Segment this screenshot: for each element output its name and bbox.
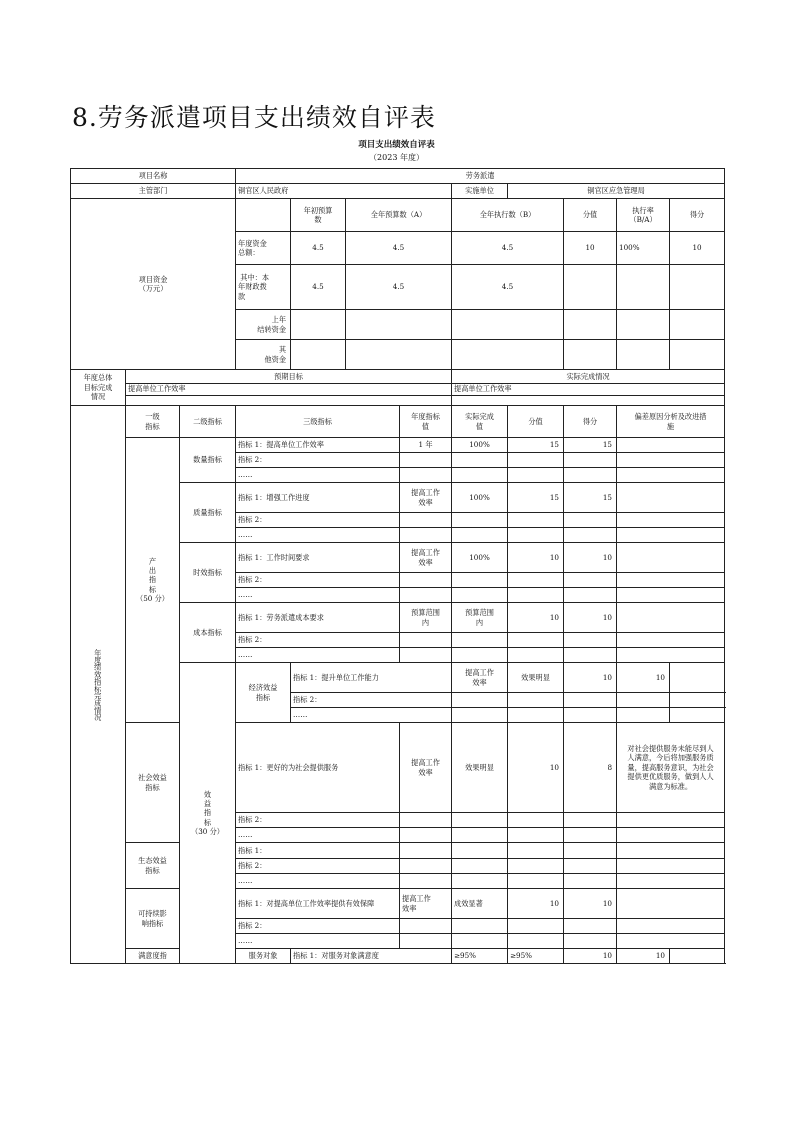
- blank-cell: [452, 693, 508, 708]
- blank-cell: [670, 708, 725, 723]
- blank-cell: [564, 919, 617, 934]
- funds-cell: 4.5: [291, 265, 346, 310]
- indicator-actual: 100%: [452, 543, 508, 573]
- blank-cell: [400, 468, 452, 483]
- indicator-actual: 效果明显: [452, 723, 508, 813]
- blank-cell: [400, 453, 452, 468]
- indicator-target: 提高工作 效率: [400, 543, 452, 573]
- blank-cell: [508, 573, 564, 588]
- blank-cell: [452, 859, 508, 874]
- blank-cell: [670, 310, 725, 340]
- blank-cell: [452, 919, 508, 934]
- indicator-score: 15: [564, 438, 617, 453]
- blank-cell: [400, 633, 452, 648]
- deviation-note: 对社会提供服务未能尽到人人满意，今后将加强服务质量，提高服务意识，为社会提供更优质服务，做到人人满意为标准。: [617, 723, 725, 813]
- indicator-score: 10: [564, 603, 617, 633]
- blank-cell: [508, 528, 564, 543]
- indicator-name: 指标 1：增强工作进度: [236, 483, 400, 513]
- blank-cell: [452, 453, 508, 468]
- blank-cell: [452, 648, 508, 663]
- blank-cell: [564, 934, 617, 949]
- funds-cell: 100%: [617, 232, 670, 265]
- indicator-name: 指标 1：提高单位工作效率: [236, 438, 400, 453]
- table-row: [71, 396, 725, 406]
- indicator-value: 10: [564, 949, 617, 964]
- blank-cell: [564, 588, 617, 603]
- expected-header: 预期目标: [126, 370, 452, 384]
- funds-header: 全年预算数（A）: [346, 199, 452, 232]
- blank-cell: [617, 453, 725, 468]
- blank-cell: [564, 843, 617, 859]
- perf-header: 二级指标: [180, 406, 236, 438]
- table-subtitle: （2023 年度）: [369, 153, 424, 162]
- funds-cell: 10: [564, 232, 617, 265]
- blank-cell: [346, 310, 452, 340]
- indicator-name: 指标 2：: [236, 573, 400, 588]
- satisfaction-label: 满意度指: [126, 949, 180, 964]
- blank-cell: [400, 588, 452, 603]
- blank-cell: [617, 468, 725, 483]
- indicator-name: 指标 1：提升单位工作能力: [291, 663, 452, 693]
- blank-cell: [670, 693, 725, 708]
- table-row: [71, 199, 725, 232]
- indicator-name: 指标 1：劳务派遣成本要求: [236, 603, 400, 633]
- indicator-dots: ……: [236, 934, 400, 949]
- funds-label: 项目资金 （万元）: [71, 199, 236, 370]
- indicator-name: 指标 1：对服务对象满意度: [291, 949, 452, 964]
- blank-cell: [617, 843, 725, 859]
- benefit-cat-ecological: 生态效益 指标: [126, 843, 180, 889]
- blank-cell: [291, 340, 346, 370]
- blank-cell: [564, 633, 617, 648]
- blank-cell: [508, 468, 564, 483]
- indicator-actual: 100%: [452, 438, 508, 453]
- output-cat-quality: 质量指标: [180, 483, 236, 543]
- indicator-name: 指标 1：对提高单位工作效率提供有效保障: [236, 889, 400, 919]
- indicator-dots: ……: [236, 528, 400, 543]
- blank-cell: [670, 663, 725, 693]
- blank-cell: [400, 828, 452, 843]
- blank-cell: [400, 648, 452, 663]
- impl-value: 铜官区应急管理局: [508, 184, 725, 199]
- blank-cell: [617, 265, 670, 310]
- indicator-name: 指标 2：: [236, 513, 400, 528]
- indicator-name: 指标 1：: [236, 843, 400, 859]
- output-cat-timeliness: 时效指标: [180, 543, 236, 603]
- blank-cell: [617, 340, 670, 370]
- indicator-dots: ……: [236, 588, 400, 603]
- indicator-actual: 成效显著: [452, 889, 508, 919]
- blank-cell: [617, 874, 725, 889]
- indicator-target: 提高工作 效率: [452, 663, 508, 693]
- indicator-name: 指标 2：: [291, 693, 452, 708]
- blank-cell: [508, 919, 564, 934]
- indicator-score: 10: [564, 889, 617, 919]
- indicator-target: 预算范围 内: [400, 603, 452, 633]
- blank-cell: [564, 573, 617, 588]
- blank-cell: [617, 513, 725, 528]
- output-cat-quantity: 数量指标: [180, 438, 236, 483]
- funds-cell: 4.5: [291, 232, 346, 265]
- blank-cell: [508, 648, 564, 663]
- table-row: [71, 843, 725, 859]
- funds-cell: 10: [670, 232, 725, 265]
- indicator-target: ≥95%: [452, 949, 508, 964]
- blank-cell: [508, 828, 564, 843]
- blank-cell: [508, 859, 564, 874]
- blank-cell: [508, 588, 564, 603]
- blank-cell: [452, 528, 508, 543]
- indicator-value: 10: [564, 663, 617, 693]
- indicator-value: 10: [508, 723, 564, 813]
- blank-cell: [617, 483, 725, 513]
- blank-cell: [508, 708, 564, 723]
- goals-label: 年度总体 目标完成 情况: [71, 370, 126, 406]
- blank-cell: [564, 708, 617, 723]
- blank-cell: [452, 340, 564, 370]
- blank-cell: [564, 310, 617, 340]
- table-row: [71, 406, 725, 438]
- indicator-target: 提高工作 效率: [400, 889, 452, 919]
- table-row: [71, 889, 725, 919]
- blank-cell: [564, 513, 617, 528]
- indicator-dots: ……: [236, 874, 400, 889]
- blank-cell: [400, 513, 452, 528]
- actual-header: 实际完成情况: [452, 370, 725, 384]
- blank-cell: [400, 874, 452, 889]
- indicator-value: 15: [508, 438, 564, 453]
- funds-header: 年初预算 数: [291, 199, 346, 232]
- blank-cell: [452, 934, 508, 949]
- table-row: [71, 169, 725, 184]
- blank-cell: [617, 813, 725, 828]
- blank-cell: [452, 828, 508, 843]
- blank-cell: [508, 693, 564, 708]
- blank-cell: [617, 889, 725, 919]
- blank-cell: [508, 874, 564, 889]
- indicator-value: 15: [508, 483, 564, 513]
- blank-cell: [400, 573, 452, 588]
- blank-cell: [452, 468, 508, 483]
- blank-cell: [564, 813, 617, 828]
- indicator-name: 指标 2：: [236, 859, 400, 874]
- indicator-actual: 效果明显: [508, 663, 564, 693]
- funds-row-name: 其 他资金: [236, 340, 291, 370]
- blank-cell: [452, 513, 508, 528]
- blank-cell: [564, 874, 617, 889]
- blank-cell: [670, 265, 725, 310]
- indicator-name: 指标 2：: [236, 813, 400, 828]
- blank-cell: [452, 813, 508, 828]
- blank-cell: [617, 708, 670, 723]
- funds-cell: 4.5: [452, 265, 564, 310]
- indicator-actual: ≥95%: [508, 949, 564, 964]
- funds-header: 全年执行数（B）: [452, 199, 564, 232]
- blank-cell: [564, 468, 617, 483]
- indicator-score: 8: [564, 723, 617, 813]
- blank-cell: [508, 513, 564, 528]
- blank-cell: [617, 633, 725, 648]
- blank-cell: [617, 588, 725, 603]
- blank-cell: [564, 453, 617, 468]
- table-title: 项目支出绩效自评表: [358, 140, 435, 150]
- benefit-cat-economic: 经济效益 指标: [236, 663, 291, 723]
- blank-cell: [617, 543, 725, 573]
- output-label: 产 出 指 标 （50 分）: [126, 438, 180, 723]
- expected-goal: 提高单位工作效率: [126, 384, 452, 396]
- blank-cell: [617, 438, 725, 453]
- perf-label: 年度绩效指标完成情况: [71, 406, 126, 964]
- blank-cell: [452, 708, 508, 723]
- blank-cell: [617, 934, 725, 949]
- self-evaluation-table: [70, 168, 725, 964]
- satisfaction-cat: 服务对象: [236, 949, 291, 964]
- actual-goal: 提高单位工作效率: [452, 384, 725, 396]
- blank-cell: [564, 340, 617, 370]
- indicator-score: 10: [617, 663, 670, 693]
- blank-cell: [617, 919, 725, 934]
- blank-cell: [617, 828, 725, 843]
- indicator-dots: ……: [291, 708, 452, 723]
- blank-cell: [508, 453, 564, 468]
- blank-cell: [670, 949, 725, 964]
- indicator-name: 指标 2：: [236, 633, 400, 648]
- indicator-name: 指标 1：工作时间要求: [236, 543, 400, 573]
- perf-header: 偏差原因分析及改进措 施: [617, 406, 725, 438]
- benefit-cat-sustainable: 可持续影 响指标: [126, 889, 180, 949]
- blank-cell: [564, 859, 617, 874]
- project-name-label: 项目名称: [71, 169, 236, 184]
- funds-cell: 4.5: [346, 265, 452, 310]
- blank-cell: [564, 528, 617, 543]
- blank-cell: [236, 199, 291, 232]
- indicator-value: 10: [508, 889, 564, 919]
- blank-cell: [452, 633, 508, 648]
- perf-header: 三级指标: [236, 406, 400, 438]
- dept-value: 铜官区人民政府: [236, 184, 452, 199]
- table-row: [71, 438, 725, 453]
- dept-label: 主管部门: [71, 184, 236, 199]
- indicator-name: 指标 2：: [236, 453, 400, 468]
- funds-row-name: 其中：本 年财政拨 款: [236, 265, 291, 310]
- output-cat-cost: 成本指标: [180, 603, 236, 663]
- blank-cell: [617, 648, 725, 663]
- blank-cell: [452, 843, 508, 859]
- perf-header: 分值: [508, 406, 564, 438]
- perf-header: 一级 指标: [126, 406, 180, 438]
- blank-cell: [564, 828, 617, 843]
- indicator-score: 10: [617, 949, 670, 964]
- indicator-score: 10: [564, 543, 617, 573]
- indicator-name: 指标 2：: [236, 919, 400, 934]
- blank-cell: [670, 340, 725, 370]
- blank-cell: [617, 859, 725, 874]
- indicator-actual: 预算范围 内: [452, 603, 508, 633]
- indicator-actual: 100%: [452, 483, 508, 513]
- indicator-dots: ……: [236, 648, 400, 663]
- project-name-value: 劳务派遣: [236, 169, 725, 184]
- blank-cell: [564, 265, 617, 310]
- perf-header: 得分: [564, 406, 617, 438]
- funds-header: 分值: [564, 199, 617, 232]
- perf-header: 实际完成 值: [452, 406, 508, 438]
- indicator-value: 10: [508, 603, 564, 633]
- table-row: [71, 370, 725, 384]
- blank-cell: [508, 843, 564, 859]
- blank-cell: [346, 340, 452, 370]
- funds-cell: 4.5: [346, 232, 452, 265]
- page-heading: 8.劳务派遣项目支出绩效自评表: [72, 103, 436, 132]
- blank-cell: [400, 919, 452, 934]
- blank-cell: [126, 396, 452, 406]
- funds-header: 执行率 （B/A）: [617, 199, 670, 232]
- indicator-target: 提高工作 效率: [400, 483, 452, 513]
- indicator-score: 15: [564, 483, 617, 513]
- table-row: [71, 723, 725, 813]
- indicator-name: 指标 1：更好的为社会提供服务: [236, 723, 400, 813]
- blank-cell: [617, 528, 725, 543]
- blank-cell: [617, 310, 670, 340]
- blank-cell: [617, 573, 725, 588]
- blank-cell: [508, 633, 564, 648]
- impl-label: 实施单位: [452, 184, 508, 199]
- blank-cell: [400, 843, 452, 859]
- funds-row-name: 年度资金 总额：: [236, 232, 291, 265]
- blank-cell: [452, 396, 725, 406]
- blank-cell: [452, 588, 508, 603]
- blank-cell: [291, 310, 346, 340]
- blank-cell: [400, 813, 452, 828]
- funds-cell: 4.5: [452, 232, 564, 265]
- blank-cell: [617, 603, 725, 633]
- blank-cell: [508, 813, 564, 828]
- funds-header: 得分: [670, 199, 725, 232]
- table-row: [71, 384, 725, 396]
- indicator-dots: ……: [236, 828, 400, 843]
- blank-cell: [452, 310, 564, 340]
- blank-cell: [400, 859, 452, 874]
- indicator-target: 提高工作 效率: [400, 723, 452, 813]
- benefit-label: 效 益 指 标 （30 分）: [180, 663, 236, 964]
- blank-cell: [564, 693, 617, 708]
- indicator-value: 10: [508, 543, 564, 573]
- table-row: [71, 184, 725, 199]
- blank-cell: [452, 573, 508, 588]
- blank-cell: [452, 874, 508, 889]
- benefit-cat-social: 社会效益 指标: [126, 723, 180, 843]
- perf-header: 年度指标 值: [400, 406, 452, 438]
- indicator-dots: ……: [236, 468, 400, 483]
- blank-cell: [400, 934, 452, 949]
- table-row: [71, 949, 725, 964]
- blank-cell: [508, 934, 564, 949]
- blank-cell: [400, 528, 452, 543]
- blank-cell: [564, 648, 617, 663]
- funds-row-name: 上年 结转资金: [236, 310, 291, 340]
- indicator-target: 1 年: [400, 438, 452, 453]
- blank-cell: [617, 693, 670, 708]
